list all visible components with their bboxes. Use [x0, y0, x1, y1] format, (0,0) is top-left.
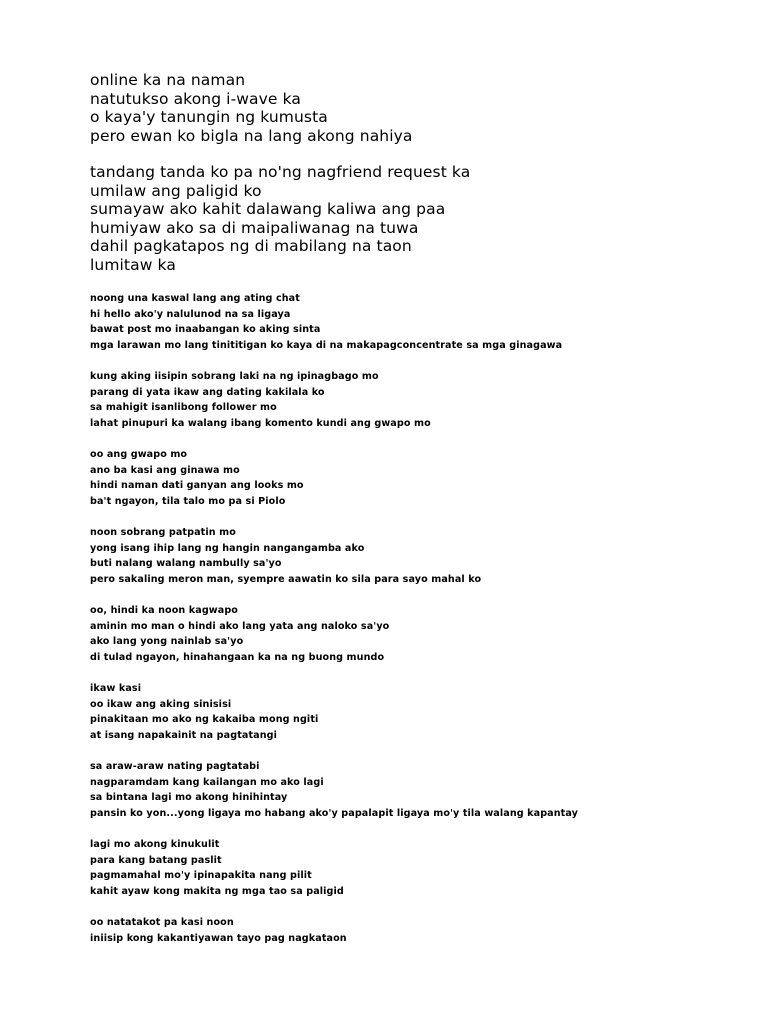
text-line: lagi mo akong kinukulit [90, 839, 220, 850]
text-line: ako lang yong nainlab sa'yo [90, 636, 244, 648]
stanza-11 [90, 915, 347, 946]
text-line: online ka na naman [90, 71, 246, 89]
text-line: di tulad ngayon, hinahangaan ka na ng buong mundo [90, 651, 385, 663]
text-line: oo ang gwapo mo [90, 449, 188, 460]
stanza-10 [90, 837, 344, 899]
text-line: humiyaw ako sa di maipaliwanag na tuwa [90, 218, 419, 237]
text-line: sa mahigit isanlibong follower mo [90, 402, 277, 414]
text-line: hindi naman dati ganyan ang looks mo [90, 480, 304, 492]
text-line: ano ba kasi ang ginawa mo [90, 464, 240, 476]
text-line: pinakitaan mo ako ng kakaiba mong ngiti [90, 714, 319, 726]
text-line: pero ewan ko bigla na lang akong nahiya [90, 126, 413, 145]
text-line: para kang batang paslit [90, 854, 222, 866]
text-line: oo, hindi ka noon kagwapo [90, 605, 239, 616]
text-line: sa araw-araw nating pagtatabi [90, 761, 260, 772]
text-line: sumayaw ako kahit dalawang kaliwa ang paa [90, 200, 446, 218]
text-line: tandang tanda ko pa no'ng nagfriend request ka [90, 163, 471, 181]
text-line: lahat pinupuri ka walang ibang komento kundi ang gwapo mo [90, 417, 431, 429]
stanza-9 [90, 759, 578, 821]
stanza-5 [90, 447, 304, 509]
text-line: kahit ayaw kong makita ng mga tao sa paligid [90, 885, 344, 897]
text-line: nagparamdam kang kailangan mo ako lagi [90, 776, 324, 788]
text-line: kung aking iisipin sobrang laki na ng ipinagbago mo [90, 371, 379, 382]
text-line: ba't ngayon, tila talo mo pa si Piolo [90, 495, 286, 507]
text-line: natutukso akong i-wave ka [90, 89, 301, 108]
text-line: iniisip kong kakantiyawan tayo pag nagkataon [90, 932, 347, 944]
text-line: parang di yata ikaw ang dating kakilala ko [90, 386, 325, 398]
text-line: buti nalang walang nambully sa'yo [90, 558, 282, 570]
stanza-8 [90, 681, 318, 743]
text-line: dahil pagkatapos ng di mabilang na taon [90, 237, 412, 255]
text-line: bawat post mo inaabangan ko aking sinta [90, 324, 321, 336]
text-line: oo ikaw ang aking sinisisi [90, 698, 232, 710]
stanza-2 [90, 163, 470, 274]
text-line: pagmamahal mo'y ipinapakita nang pilit [90, 870, 312, 882]
text-line: lumitaw ka [90, 255, 176, 274]
stanza-1 [90, 71, 413, 145]
text-line: pansin ko yon...yong ligaya mo habang ako'y papalapit ligaya mo'y tila walang kapantay [90, 807, 578, 819]
text-line: aminin mo man o hindi ako lang yata ang naloko sa'yo [90, 620, 390, 632]
text-line: noong una kaswal lang ang ating chat [90, 293, 300, 304]
text-line: sa bintana lagi mo akong hinihintay [90, 792, 288, 804]
text-line: o kaya'y tanungin ng kumusta [90, 108, 328, 126]
text-line: mga larawan mo lang tinititigan ko kaya di na makapagconcentrate sa mga ginagawa [90, 339, 563, 351]
stanza-7 [90, 603, 389, 665]
text-line: pero sakaling meron man, syempre aawatin ko sila para sayo mahal ko [90, 573, 482, 585]
text-line: oo natatakot pa kasi noon [90, 917, 234, 928]
text-line: yong isang ihip lang ng hangin nangangamba ako [90, 542, 365, 554]
text-line: umilaw ang paligid ko [90, 181, 262, 200]
text-line: at isang napakainit na pagtatangi [90, 729, 278, 741]
text-line: noon sobrang patpatin mo [90, 527, 236, 538]
stanza-4 [90, 369, 431, 431]
stanza-6 [90, 525, 481, 587]
text-line: ikaw kasi [90, 683, 142, 694]
stanza-3 [90, 291, 562, 353]
text-line: hi hello ako'y nalulunod na sa ligaya [90, 308, 291, 320]
